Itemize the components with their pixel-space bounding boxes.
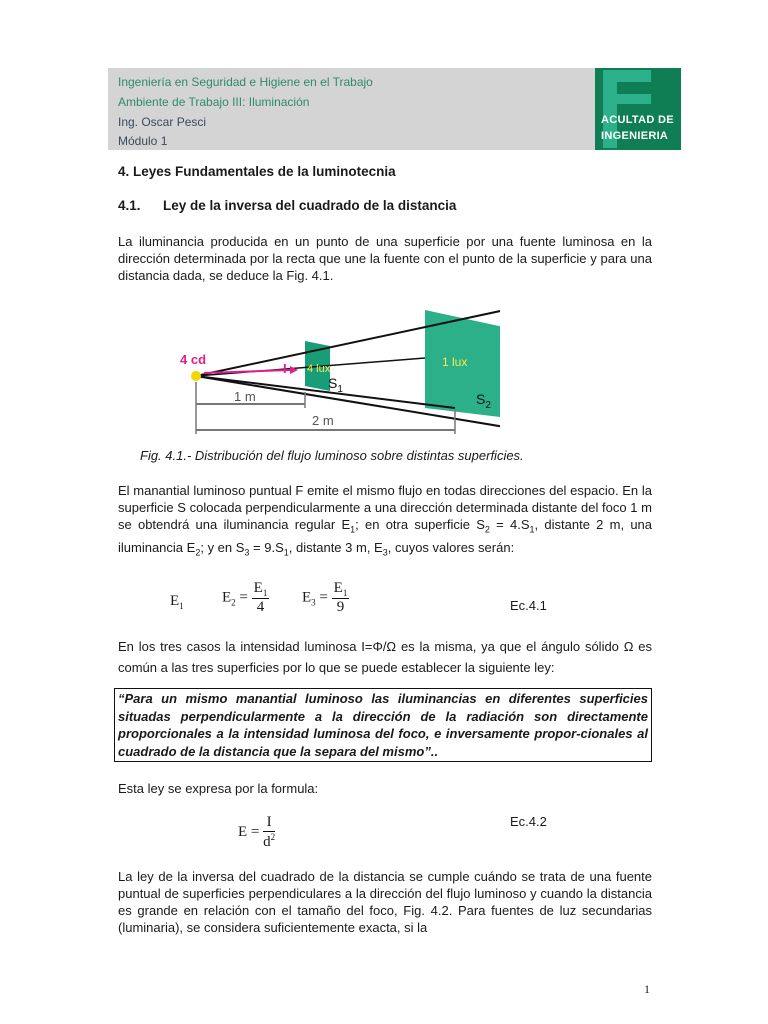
- equation-e3: $E_3$ = $\frac{E_1}{9}$: [302, 580, 348, 615]
- logo-text-facultad: ACULTAD DE: [601, 114, 674, 126]
- figure-caption: Fig. 4.1.- Distribución del flujo luminoso sobre distintas superficies.: [140, 448, 524, 463]
- subsection-number: 4.1.: [118, 198, 141, 213]
- s1-label: $S_1$: [328, 375, 343, 395]
- header-course: Ingeniería en Seguridad e Higiene en el Trabajo: [118, 75, 373, 89]
- s2-label: $S_2$: [476, 391, 491, 411]
- equation-4-2: E = $\frac{I}{d^2}$: [238, 814, 276, 850]
- faculty-logo: [595, 68, 681, 150]
- validity-paragraph: La ley de la inversa del cuadrado de la distancia se cumple cuándo se trata de una fuente puntual de superficies perpendiculares a la dirección del flujo luminoso y cuando la distancia es grande en relación con el tamaño del foco, Fig. 4.2. Para fuentes de luz secundarias (luminaria), se considera suficientemente exacta, si la: [118, 869, 652, 935]
- intensity-paragraph: En los tres casos la intensidad luminosa I=Φ/Ω es la misma, ya que el ángulo sólido Ω es común a las tres superficies por lo que se puede establecer la siguiente ley:: [118, 639, 652, 675]
- s1-lux-label: 4 lux: [307, 363, 331, 375]
- law-statement-box: [114, 688, 652, 762]
- equation-e2: $E_2$ = $\frac{E_1}{4}$: [222, 580, 268, 615]
- light-source: [191, 371, 201, 381]
- law-statement: “Para un mismo manantial luminoso las iluminancias en diferentes superficies situadas perpendicularmente a la dirección de la radiación son directamente proporcionales a la intensidad luminosa del foco, e inversamente propor-cionales al cuadrado de la distancia que la separa del mismo”..: [118, 691, 648, 759]
- source-label: 4 cd: [180, 352, 207, 367]
- logo-text-ingenieria: INGENIERIA: [601, 130, 669, 142]
- subsection-title: Ley de la inversa del cuadrado de la distancia: [163, 198, 457, 213]
- subsection-heading: [118, 198, 456, 213]
- header-module: Módulo 1: [118, 134, 168, 148]
- header-subject: Ambiente de Trabajo III: Iluminación: [118, 95, 310, 109]
- page-number: 1: [644, 982, 650, 996]
- e3-fraction: $\frac{E_1}{9}$: [333, 580, 348, 615]
- flux-paragraph: El manantial luminoso puntual F emite el mismo flujo en todas direcciones del espacio. En la superficie S colocada perpendicularmente a una dirección determinada distante del foco 1 m se obtendrá una iluminancia regular $E_1$; en otra superficie $S_2 = 4.S_1$, distante 2 m, una iluminancia $E_2$; y en $S_3 = 9.S_1$, distante 3 m, $E_3$, cuyos valores serán:: [118, 483, 653, 558]
- intro-paragraph: La iluminancia producida en un punto de una superficie por una fuente luminosa en la dirección determinada por la recta que une la fuente con el punto de la superficie y para una distancia dada, se deduce la Fig. 4.1.: [118, 234, 652, 283]
- equation-4-1-label: Ec.4.1: [510, 598, 547, 613]
- section-heading: 4. Leyes Fundamentales de la luminotecnia: [118, 164, 396, 179]
- header-author: Ing. Oscar Pesci: [118, 115, 207, 129]
- intensity-arrowhead: [290, 366, 298, 374]
- e-fraction: $\frac{I}{d^2}$: [263, 814, 276, 850]
- s2-lux-label: 1 lux: [442, 355, 468, 369]
- document-header: [108, 68, 681, 150]
- e2-fraction: $\frac{E_1}{4}$: [253, 580, 268, 615]
- formula-intro: Esta ley se expresa por la formula:: [118, 781, 319, 796]
- equation-4-2-label: Ec.4.2: [510, 814, 547, 829]
- equation-e1: $E_1$: [170, 593, 184, 611]
- dim-2m-label: 2 m: [312, 413, 334, 428]
- dim-1m-label: 1 m: [234, 389, 256, 404]
- ray-label: I: [283, 361, 287, 376]
- figure-4-1: [170, 300, 500, 442]
